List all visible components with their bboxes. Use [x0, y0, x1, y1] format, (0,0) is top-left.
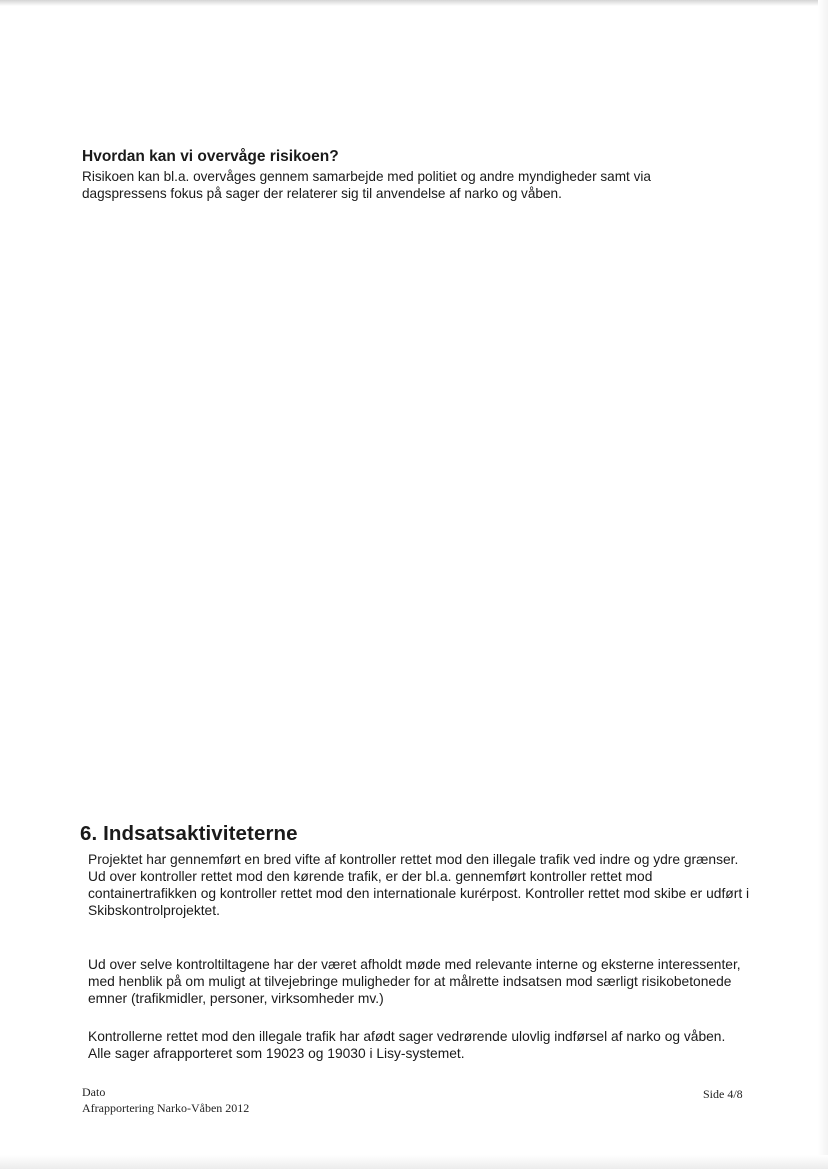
- risk-monitoring-body: Risikoen kan bl.a. overvåges gennem samarbejde med politiet og andre myndigheder samt via dagspressens fokus på sager der relaterer sig til anvendelse af narko og våben.: [82, 169, 651, 201]
- footer-left: [82, 1084, 249, 1116]
- activities-paragraph-3: Kontrollerne rettet mod den illegale trafik har afødt sager vedrørende ulovlig indførsel af narko og våben. Alle sager afrapporteret som 19023 og 19030 i Lisy-systemet.: [88, 1029, 726, 1061]
- scan-bottom-edge: [0, 1155, 828, 1169]
- activities-paragraph-1: Projektet har gennemført en bred vifte af kontroller rettet mod den illegale trafik ved indre og ydre grænser. Ud over kontroller rettet mod den kørende trafik, er der bl.a. gennemført kontroller rettet mod containertrafikken og kontroller rettet mod den internationale kurérpost. Kontroller rettet mod skibe er udført i Skibskontrolprojektet.: [88, 852, 750, 918]
- scan-top-edge: [0, 0, 828, 6]
- risk-monitoring-heading: Hvordan kan vi overvåge risikoen?: [82, 148, 339, 165]
- footer-document-title: Afrapportering Narko-Våben 2012: [82, 1101, 250, 1115]
- scan-right-edge: [818, 0, 828, 1169]
- footer-date-label: Dato: [82, 1085, 106, 1099]
- footer-page-number: Side 4/8: [703, 1087, 743, 1101]
- section-title: 6. Indsatsaktiviteterne: [80, 822, 298, 845]
- activities-paragraph-2: Ud over selve kontroltiltagene har der været afholdt møde med relevante interne og eksterne interessenter, med henblik på om muligt at tilvejebringe muligheder for at målrette indsatsen mod særligt risikobetonede emner (trafikmidler, personer, virksomheder mv.): [88, 957, 741, 1006]
